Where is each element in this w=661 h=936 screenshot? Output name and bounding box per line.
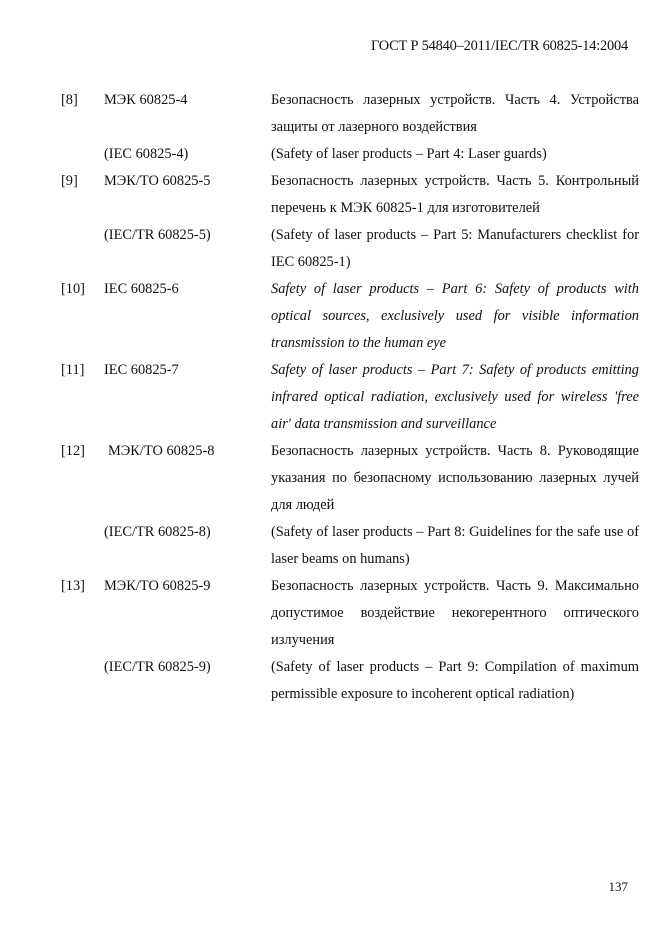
reference-code: МЭК/ТО 60825-8 [108,443,215,459]
reference-code: (IEC/TR 60825-9) [104,659,211,675]
reference-row [61,87,639,141]
reference-title: (Safety of laser products – Part 9: Compilation of maximum permissible exposure to incoherent optical radiation) [271,659,639,702]
reference-title: Безопасность лазерных устройств. Часть 4. Устройства защиты от лазерного воздействия [271,92,639,135]
reference-code: (IEC/TR 60825-8) [104,524,211,540]
standard-header: ГОСТ Р 54840–2011/IEC/TR 60825-14:2004 [370,38,628,54]
reference-row [61,222,639,276]
reference-code: IEC 60825-6 [104,281,179,297]
reference-code: МЭК 60825-4 [104,92,188,108]
reference-number: [13] [61,578,85,594]
reference-row [61,573,639,654]
reference-number: [12] [61,443,85,459]
reference-number: [10] [61,281,85,297]
reference-title: Safety of laser products – Part 6: Safety of products with optical sources, exclusively used for visible information transmission to the human eye [271,281,639,351]
reference-row [61,357,639,438]
reference-code: (IEC 60825-4) [104,146,189,162]
reference-number: [9] [61,173,78,189]
reference-row [61,438,639,519]
reference-row [61,519,639,573]
reference-row [61,141,639,168]
reference-number: [8] [61,92,78,108]
reference-code: МЭК/ТО 60825-9 [104,578,211,594]
page-number: 137 [608,879,628,894]
reference-code: МЭК/ТО 60825-5 [104,173,211,189]
reference-title: (Safety of laser products – Part 5: Manufacturers checklist for IEC 60825-1) [271,227,639,270]
reference-title: (Safety of laser products – Part 4: Laser guards) [271,146,547,162]
reference-code: IEC 60825-7 [104,362,179,378]
reference-title: Безопасность лазерных устройств. Часть 9. Максимально допустимое воздействие некогерентного оптического излучения [271,578,639,648]
reference-number: [11] [61,362,85,378]
reference-title: Безопасность лазерных устройств. Часть 5. Контрольный перечень к МЭК 60825-1 для изготовителей [271,173,639,216]
reference-row [61,276,639,357]
reference-row [61,168,639,222]
bibliography-list [61,87,639,708]
reference-title: (Safety of laser products – Part 8: Guidelines for the safe use of laser beams on humans) [271,524,639,567]
reference-title: Безопасность лазерных устройств. Часть 8. Руководящие указания по безопасному использованию лазерных лучей для людей [271,443,639,513]
reference-title: Safety of laser products – Part 7: Safety of products emitting infrared optical radiation, exclusively used for wireless 'free air' data transmission and surveillance [271,362,639,432]
reference-row [61,654,639,708]
reference-code: (IEC/TR 60825-5) [104,227,211,243]
